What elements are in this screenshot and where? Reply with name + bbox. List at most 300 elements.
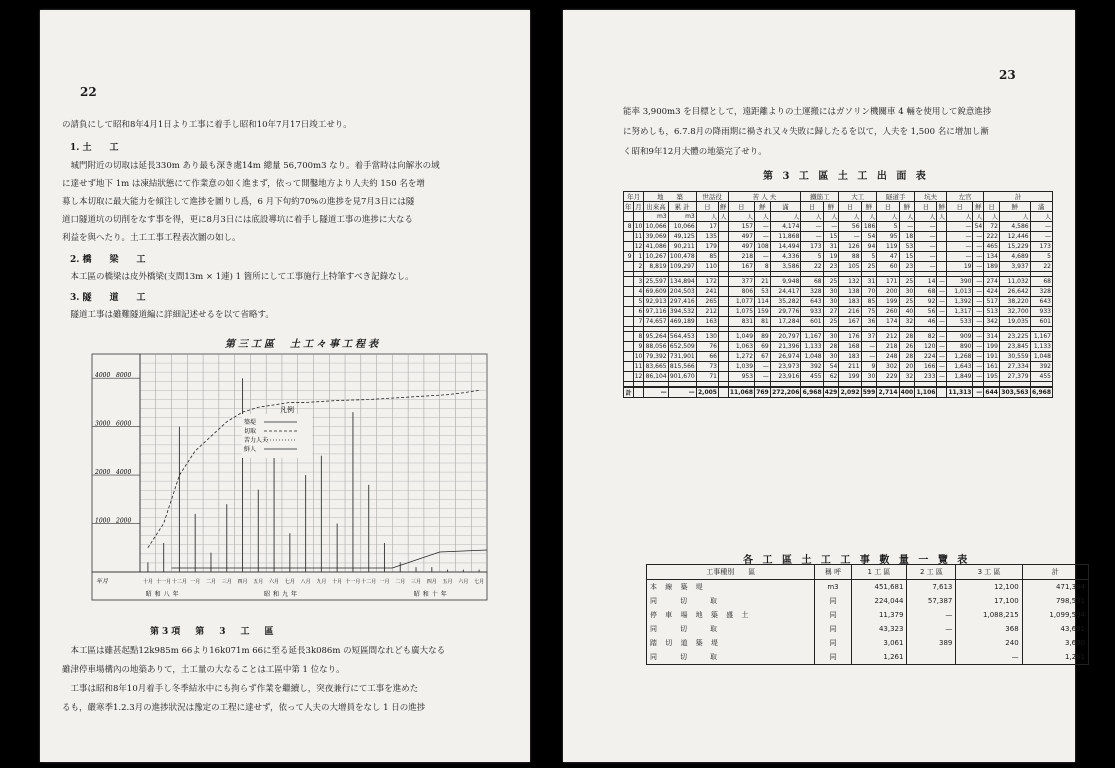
table-cell: 297,416 xyxy=(669,298,695,305)
table-cell: 30 xyxy=(823,297,839,307)
table-cell: 32 xyxy=(899,372,915,382)
table-cell: — xyxy=(899,222,915,232)
x-tick-label: 二月 xyxy=(395,579,406,585)
table-cell: 11 xyxy=(634,233,643,240)
table-cell: 240 xyxy=(956,636,1022,650)
table-cell: — xyxy=(947,242,973,252)
x-tick-label: 六月 xyxy=(269,579,280,585)
table-cell: 75 xyxy=(861,307,877,317)
table-cell: 37 xyxy=(861,332,877,342)
y-tick-label-left: 4000 xyxy=(95,372,111,380)
y-tick-label-right: 2000 xyxy=(116,517,132,525)
table-cell: 25 xyxy=(899,277,915,287)
table-cell: 74,657 xyxy=(645,318,667,325)
table-cell: 4,689 xyxy=(999,252,1030,262)
x-group-label: 昭和八年 xyxy=(145,591,182,598)
table-cell: 465 xyxy=(984,242,1000,252)
table-cell: 31 xyxy=(861,277,877,287)
table-cell: 909 xyxy=(947,332,973,342)
chart-y-ticks xyxy=(92,372,140,524)
table-cell: 57,387 xyxy=(907,594,956,608)
table-cell: 22 xyxy=(1030,262,1052,272)
table-cell xyxy=(718,252,728,262)
table-cell: 11,032 xyxy=(999,277,1030,287)
table-cell: 5 xyxy=(801,252,823,262)
table-cell: 161 xyxy=(984,362,1000,372)
table-cell: — xyxy=(1030,222,1052,232)
table-cell: — xyxy=(937,342,947,352)
table-cell: 22 xyxy=(801,262,823,272)
table-cell: 224,044 xyxy=(851,594,907,608)
table-cell: 200 xyxy=(877,287,899,297)
table-cell: — xyxy=(973,232,984,242)
table-cell: 19 xyxy=(947,262,973,272)
table-cell: 15 xyxy=(823,232,839,242)
table-sub-header xyxy=(624,202,1053,212)
table-cell: — xyxy=(973,332,984,342)
table-header-cell: 鮮 xyxy=(973,202,984,212)
table-cell xyxy=(937,262,947,272)
table-cell: 599 xyxy=(862,389,876,396)
table-cell: 19,035 xyxy=(999,317,1030,327)
table-cell: 1,075 xyxy=(728,307,754,317)
table-cell: 同 切 取 xyxy=(647,594,815,608)
table-cell: 731,901 xyxy=(669,353,695,360)
table-cell: 17,100 xyxy=(956,594,1022,608)
table-cell: 135 xyxy=(696,232,718,242)
table-cell xyxy=(633,387,644,398)
table-cell: 211 xyxy=(839,362,861,372)
table-cell: 32,700 xyxy=(999,307,1030,317)
text-line: るも，嚴寒季1.2.3月の進捗狀況は豫定の工程に達せず，依って人夫の大增員をなし 1 日の進捗 xyxy=(62,703,426,713)
table-cell: — xyxy=(973,307,984,317)
table-cell: 27,379 xyxy=(999,372,1030,382)
table-cell: 601 xyxy=(1030,317,1052,327)
table-cell: 35,282 xyxy=(770,297,801,307)
table-cell: 69 xyxy=(755,342,771,352)
table-cell: 224 xyxy=(915,352,937,362)
table-cell: 6,968 xyxy=(802,389,822,396)
table-cell: 455 xyxy=(801,372,823,382)
table-header-cell: 年月 xyxy=(624,192,644,202)
table-cell: 12,100 xyxy=(956,580,1022,595)
table-cell: — xyxy=(947,252,973,262)
para-top: の請負にして昭和8年4月1日より工事に着手し昭和10年7月17日竣工せり。 xyxy=(62,120,352,130)
vtable-title: 各 工 區 土 工 工 事 數 量 一 覽 表 xyxy=(743,555,971,566)
table-cell xyxy=(718,222,728,232)
table-cell: 167 xyxy=(839,317,861,327)
x-tick-label: 二月 xyxy=(205,579,216,585)
table-cell: 126 xyxy=(839,242,861,252)
table-cell: — xyxy=(956,650,1022,665)
table-cell: — xyxy=(947,232,973,242)
table-cell: — xyxy=(937,362,947,372)
table-cell: 4,174 xyxy=(770,222,801,232)
table-cell: 9 xyxy=(861,362,877,372)
table-cell: 199 xyxy=(984,342,1000,352)
table-cell xyxy=(624,317,634,327)
chart-title: 第三工區 土工々事工程表 xyxy=(225,339,381,350)
table-cell: 132 xyxy=(839,277,861,287)
table-cell: 274 xyxy=(984,277,1000,287)
table-cell: 1,063 xyxy=(728,342,754,352)
table-cell: 471,394 xyxy=(1022,580,1088,595)
table-cell: 31 xyxy=(823,242,839,252)
table-cell: 49,125 xyxy=(668,232,696,242)
table-cell: 172 xyxy=(696,277,718,287)
table-header-cell: 計 xyxy=(1022,565,1088,580)
table-cell: 8 xyxy=(755,262,771,272)
table-cell: 138 xyxy=(839,287,861,297)
table-row xyxy=(624,372,1053,382)
table-cell: 11,868 xyxy=(770,232,801,242)
table-cell xyxy=(937,242,947,252)
table-cell: — xyxy=(861,352,877,362)
table-cell xyxy=(937,387,947,398)
table-cell xyxy=(633,212,644,222)
table-cell: 11,313 xyxy=(948,389,972,396)
x-axis-title: 年月 xyxy=(96,578,109,585)
table-cell: 53 xyxy=(755,287,771,297)
table-cell: — xyxy=(915,222,937,232)
table-cell: 56 xyxy=(839,222,861,232)
table-header-cell: 苦 人 夫 xyxy=(728,192,801,202)
table-cell: 20,797 xyxy=(770,332,801,342)
table-cell: 222 xyxy=(984,232,1000,242)
table-cell: 1,133 xyxy=(801,342,823,352)
table-row xyxy=(647,580,1089,595)
table-cell: 89 xyxy=(755,332,771,342)
table-cell: — xyxy=(937,352,947,362)
y-tick-label-right: 8000 xyxy=(116,372,132,380)
table-cell: 26,642 xyxy=(999,287,1030,297)
table-cell: 183 xyxy=(839,352,861,362)
table-cell: — xyxy=(937,297,947,307)
table-cell: 186 xyxy=(861,222,877,232)
text-line: に努めしも，6.7.8月の降雨期に禍され又々失敗に歸したるを以て，人夫を 1,500 名に增加し漸 xyxy=(623,127,989,137)
table-header-cell: 2 工 區 xyxy=(907,565,956,580)
table-cell: 1,272 xyxy=(728,352,754,362)
right-page xyxy=(563,10,1085,762)
table-cell: 108 xyxy=(755,242,771,252)
table-cell: — xyxy=(973,262,984,272)
table-cell: 241 xyxy=(696,287,718,297)
table3-title: 第 3 工 區 土 工 出 面 表 xyxy=(763,171,929,182)
table-cell: 23 xyxy=(899,262,915,272)
table-cell: 66 xyxy=(696,352,718,362)
x-tick-label: 四月 xyxy=(426,579,437,585)
table-cell: 328 xyxy=(1030,287,1052,297)
table-cell xyxy=(718,277,728,287)
table-header-cell: 大工 xyxy=(839,192,877,202)
chart-x-labels xyxy=(92,572,487,600)
table-cell: 199 xyxy=(839,372,861,382)
table-cell: 30 xyxy=(823,287,839,297)
table-cell: — xyxy=(861,342,877,352)
table-header-cell: 日 xyxy=(984,202,1000,212)
table-cell: 260 xyxy=(877,307,899,317)
table-cell: 890 xyxy=(947,342,973,352)
table-header-cell: 稱 呼 xyxy=(815,565,851,580)
table-cell: — xyxy=(915,242,937,252)
table-cell: 人 xyxy=(696,212,718,222)
table-cell: 1,049 xyxy=(728,332,754,342)
table-cell xyxy=(718,242,728,252)
text-line: 道口隧道坑の切削をなす事を得，更に8月3日には底設導坑に着手し隧道工事の進捗に大なる xyxy=(62,215,413,225)
text-line: 利益を與へたり。土工工事工程表次圖の如し。 xyxy=(62,233,241,243)
table-cell: — xyxy=(755,252,771,262)
table-cell: 377 xyxy=(728,277,754,287)
table-header-cell: 出來高 xyxy=(644,202,668,212)
table-cell: 12 xyxy=(634,373,643,380)
table-header-cell: 鮮 xyxy=(823,202,839,212)
table-cell: — xyxy=(937,372,947,382)
table-cell: 30 xyxy=(823,332,839,342)
table-cell: — xyxy=(973,342,984,352)
table-cell: 53 xyxy=(899,242,915,252)
table-cell: 5 xyxy=(877,222,899,232)
table-cell: — xyxy=(947,222,973,232)
table-cell: 68 xyxy=(1030,277,1052,287)
table-cell xyxy=(718,332,728,342)
table-cell: 3,690 xyxy=(1022,636,1088,650)
table-cell: 43,691 xyxy=(1022,622,1088,636)
table-cell: 95,264 xyxy=(645,333,667,340)
table-row xyxy=(647,650,1089,665)
table-cell: 513 xyxy=(984,307,1000,317)
table-cell: 人 xyxy=(861,212,877,222)
table-cell: 204,503 xyxy=(669,288,695,295)
table-header-cell: 日 xyxy=(877,202,899,212)
x-tick-label: 五月 xyxy=(253,579,264,585)
table-row xyxy=(624,297,1053,307)
x-tick-label: 七月 xyxy=(284,579,295,585)
section-3-heading: 3. 隧 道 工 xyxy=(70,293,146,303)
table-cell: 173 xyxy=(801,242,823,252)
table-cell: 踏 切 道 築 堤 xyxy=(647,636,815,650)
table-cell: 14 xyxy=(915,277,937,287)
table-row xyxy=(624,232,1053,242)
table-cell: 218 xyxy=(728,252,754,262)
table-cell: — xyxy=(755,362,771,372)
table-cell: 134,894 xyxy=(669,278,695,285)
table-cell: 1,643 xyxy=(947,362,973,372)
table-cell: 同 xyxy=(815,608,851,622)
table-cell xyxy=(624,372,634,382)
table-cell: 191 xyxy=(984,352,1000,362)
table-cell: 19 xyxy=(823,252,839,262)
table-cell: — xyxy=(937,307,947,317)
table-cell: 400 xyxy=(900,389,914,396)
table-cell: — xyxy=(823,222,839,232)
table-cell: 25 xyxy=(899,297,915,307)
table-cell: 本 線 築 堤 xyxy=(647,580,815,595)
text-line: に達せず地下 1m は凍結狀態にて作業意の如く進まず，依って開鑿地方より人夫約 150 名を增 xyxy=(62,179,425,189)
table-row xyxy=(647,622,1089,636)
table-cell: 10,066 xyxy=(668,222,696,232)
table-cell: 601 xyxy=(801,317,823,327)
table-cell: 6 xyxy=(633,307,644,317)
table-cell: 83,665 xyxy=(645,363,667,370)
table-cell: 212 xyxy=(877,332,899,342)
table-cell: 652,509 xyxy=(669,343,695,350)
table-cell: 92 xyxy=(915,297,937,307)
volume-summary-table xyxy=(646,564,1089,665)
table-cell: — xyxy=(1030,232,1052,242)
x-tick-label: 十月 xyxy=(332,579,343,585)
section-2-text: 本工區の橋梁は皮外橋梁(支間13m × 1連) 1 箇所にして工事施行上特筆すべき記錄なし。 xyxy=(62,272,414,282)
table-cell: 497 xyxy=(728,242,754,252)
table-header-cell: 鐵筋工 xyxy=(801,192,839,202)
table-cell: 10,267 xyxy=(645,253,667,260)
table-cell: 68 xyxy=(915,287,937,297)
table-cell: — xyxy=(915,262,937,272)
table-cell: 218 xyxy=(877,342,899,352)
table-row xyxy=(647,608,1089,622)
table-cell: 1,048 xyxy=(801,352,823,362)
table-cell: — xyxy=(973,242,984,252)
table-cell: 157 xyxy=(728,222,754,232)
table-cell: 643 xyxy=(1030,297,1052,307)
table-cell: 54 xyxy=(823,362,839,372)
table-cell: 7,613 xyxy=(907,580,956,595)
table-cell: 392 xyxy=(801,362,823,372)
table-cell xyxy=(718,342,728,352)
table-cell: 3 xyxy=(633,277,644,287)
table-cell: 1,849 xyxy=(947,372,973,382)
table-header-cell: 日 xyxy=(801,202,823,212)
x-tick-label: 七月 xyxy=(474,579,485,585)
table-cell: 70 xyxy=(861,287,877,297)
table-cell: 342 xyxy=(984,317,1000,327)
table-cell: — xyxy=(973,297,984,307)
table-row xyxy=(624,362,1053,372)
table-cell: 6,968 xyxy=(1032,389,1051,396)
table-cell: 265 xyxy=(696,297,718,307)
table-cell: 392 xyxy=(1030,362,1052,372)
chart-lines xyxy=(148,390,487,568)
table-cell: 12,446 xyxy=(999,232,1030,242)
table-header-cell: 鮮 xyxy=(938,203,945,211)
x-tick-label: 九月 xyxy=(316,579,327,585)
table-cell: 2 xyxy=(633,262,644,272)
table-cell: 216 xyxy=(839,307,861,317)
table-cell: 人 xyxy=(947,212,973,222)
section-2-heading: 2. 橋 梁 工 xyxy=(70,255,146,265)
table-cell: 424 xyxy=(984,287,1000,297)
table-header-cell: 計 xyxy=(984,192,1053,202)
table-row xyxy=(624,262,1053,272)
table-row xyxy=(624,287,1053,297)
table-cell: 4 xyxy=(633,287,644,297)
table-cell: 同 xyxy=(815,650,851,665)
table-header-cell: 滿 xyxy=(1030,202,1052,212)
table-cell: — xyxy=(973,387,984,398)
table-cell: 110 xyxy=(696,262,718,272)
table-cell: 人 xyxy=(973,212,984,222)
table-row xyxy=(624,342,1053,352)
table-cell: 12 xyxy=(634,243,643,250)
table-row xyxy=(624,317,1053,327)
table-cell: 9 xyxy=(624,252,634,262)
table-cell: 21,396 xyxy=(770,342,801,352)
table-cell: 183 xyxy=(839,297,861,307)
table-cell: — xyxy=(755,372,771,382)
table-cell: — xyxy=(937,277,947,287)
table-cell xyxy=(718,287,728,297)
table-cell: 人 xyxy=(839,212,861,222)
table-cell: 9 xyxy=(633,342,644,352)
chart-legend xyxy=(242,405,312,458)
x-tick-label: 一月 xyxy=(190,579,201,585)
table-cell: 29,776 xyxy=(770,307,801,317)
table-cell xyxy=(718,317,728,327)
table-cell: m3 xyxy=(644,212,668,222)
page-number-left: 22 xyxy=(80,85,97,99)
table-cell: 88 xyxy=(839,252,861,262)
table-cell: — xyxy=(973,362,984,372)
table-cell: 30 xyxy=(861,372,877,382)
table-cell: — xyxy=(937,287,947,297)
table-cell: 計 xyxy=(624,387,634,398)
table-cell: 1 xyxy=(633,252,644,262)
table-cell: 同 xyxy=(815,622,851,636)
table-row xyxy=(624,222,1053,232)
table-cell xyxy=(624,262,634,272)
table-cell: 18 xyxy=(899,232,915,242)
table-cell: 10 xyxy=(634,223,643,230)
table-cell: 47 xyxy=(877,252,899,262)
table-cell xyxy=(718,387,728,398)
table-cell: — xyxy=(801,222,823,232)
table-cell: 73 xyxy=(696,362,718,372)
table-cell xyxy=(624,232,634,242)
table-cell: 28 xyxy=(899,332,915,342)
table-row xyxy=(624,352,1053,362)
x-tick-label: 十一月 xyxy=(345,579,361,585)
table-cell: 8,819 xyxy=(644,262,668,272)
table-cell: 85 xyxy=(696,252,718,262)
section-1-heading: 1. 土 工 xyxy=(70,143,119,153)
table-cell: 564,453 xyxy=(669,333,695,340)
table-cell: 5 xyxy=(861,252,877,262)
table-cell: 54 xyxy=(861,232,877,242)
table-header-cell: 累 計 xyxy=(668,202,696,212)
table-cell: 5 xyxy=(1030,252,1052,262)
table-cell: 901,670 xyxy=(669,373,695,380)
table-cell: 1,048 xyxy=(1030,352,1052,362)
table-group-header xyxy=(624,192,1053,202)
table-cell: 25,597 xyxy=(645,278,667,285)
table-header-cell: 3 工 區 xyxy=(956,565,1022,580)
table-header-cell: 月 xyxy=(633,202,644,212)
table-cell: 168 xyxy=(839,342,861,352)
table-cell xyxy=(718,372,728,382)
section-title: 第3項 第 3 工 區 xyxy=(150,627,277,637)
table-cell: 166 xyxy=(915,362,937,372)
table-cell: 76 xyxy=(696,342,718,352)
table-cell: 28 xyxy=(899,352,915,362)
table-cell: — xyxy=(973,317,984,327)
x-group-label: 昭和十年 xyxy=(413,591,450,598)
table-cell xyxy=(624,212,634,222)
table-cell: 2,714 xyxy=(878,389,898,396)
table-cell: 30 xyxy=(899,287,915,297)
table-cell: 134 xyxy=(984,252,1000,262)
section-3-text: 隧道工事は雖難隧道編に詳細記述せるを以て省略す。 xyxy=(62,310,274,320)
table-cell: — xyxy=(973,277,984,287)
table-cell: 60 xyxy=(877,262,899,272)
